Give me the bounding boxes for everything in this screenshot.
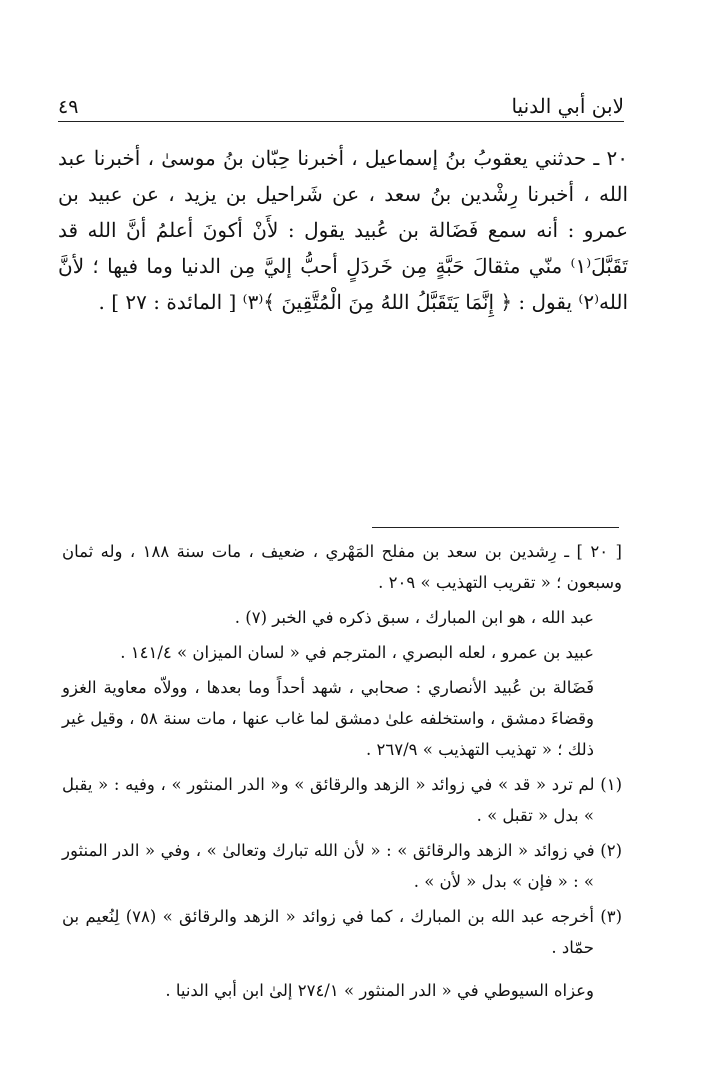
page-header — [58, 92, 624, 122]
footnote-2: (٢) في زوائد « الزهد والرقائق » : « لأن الله تبارك وتعالىٰ » ، وفي « الدر المنثور » : « فإن » بدل « لأن » . — [62, 841, 622, 891]
footnote-1: (١) لم ترد « قد » في زوائد « الزهد والرقائق » و« الدر المنثور » ، وفيه : « يقبل » بدل « تقبل » . — [62, 775, 622, 825]
running-title: لابن أبي الدنيا — [511, 94, 624, 118]
note-ubaid: عبيد بن عمرو ، لعله البصري ، المترجم في « لسان الميزان » ١٤١/٤ . — [120, 643, 594, 662]
footnote-separator — [372, 527, 619, 528]
page-number: ٤٩ — [58, 96, 79, 118]
note-abdullah: عبد الله ، هو ابن المبارك ، سبق ذكره في الخبر (٧) . — [234, 608, 594, 627]
note-fadala: فَضَالة بن عُبيد الأنصاري : صحابي ، شهد أحداً وما بعدها ، وولاّه معاوية الغزو وقضاءَ دمشق ، واستخلفه علىٰ دمشق لما غاب عنها ، مات سنة ٥٨ ، وقيل غير ذلك ؛ « تهذيب التهذيب » ٢٦٧/٩ . — [62, 678, 594, 759]
note-rishdin: [ ٢٠ ] ـ رِشدين بن سعد بن مفلح المَهْري ، ضعيف ، مات سنة ١٨٨ ، وله ثمان وسبعون ؛ « تقريب التهذيب » ٢٠٩ . — [62, 542, 622, 592]
main-text — [58, 140, 628, 320]
footnote-3: (٣) أخرجه عبد الله بن المبارك ، كما في زوائد « الزهد والرقائق » (٧٨) لِنُعيم بن حمّاد . — [62, 907, 622, 957]
footnotes — [62, 536, 622, 1010]
header-rule — [58, 121, 624, 122]
footnote-3-continued: وعزاه السيوطي في « الدر المنثور » ٢٧٤/١ إلىٰ ابن أبي الدنيا . — [165, 981, 594, 1000]
narration-paragraph: ٢٠ ـ حدثني يعقوبُ بنُ إسماعيل ، أخبرنا حِبّان بنُ موسىٰ ، أخبرنا عبد الله ، أخبرنا رِشْدين بنُ سعد ، عن شَراحيل بن يزيد ، عن عبيد بن عمرو : أنه سمع فَضَالة بن عُبيد يقول : لأَنْ أكونَ أعلمُ أنَّ الله قد تَقَبَّلَ⁽١⁾ منّي مثقالَ حَبَّةٍ مِن خَردَلٍ أحبُّ إليَّ مِن الدنيا وما فيها ؛ لأنَّ الله⁽٢⁾ يقول : ﴿ إِنَّمَا يَتَقَبَّلُ اللهُ مِنَ الْمُتَّقِينَ ﴾⁽٣⁾ [ المائدة : ٢٧ ] . — [58, 146, 629, 314]
